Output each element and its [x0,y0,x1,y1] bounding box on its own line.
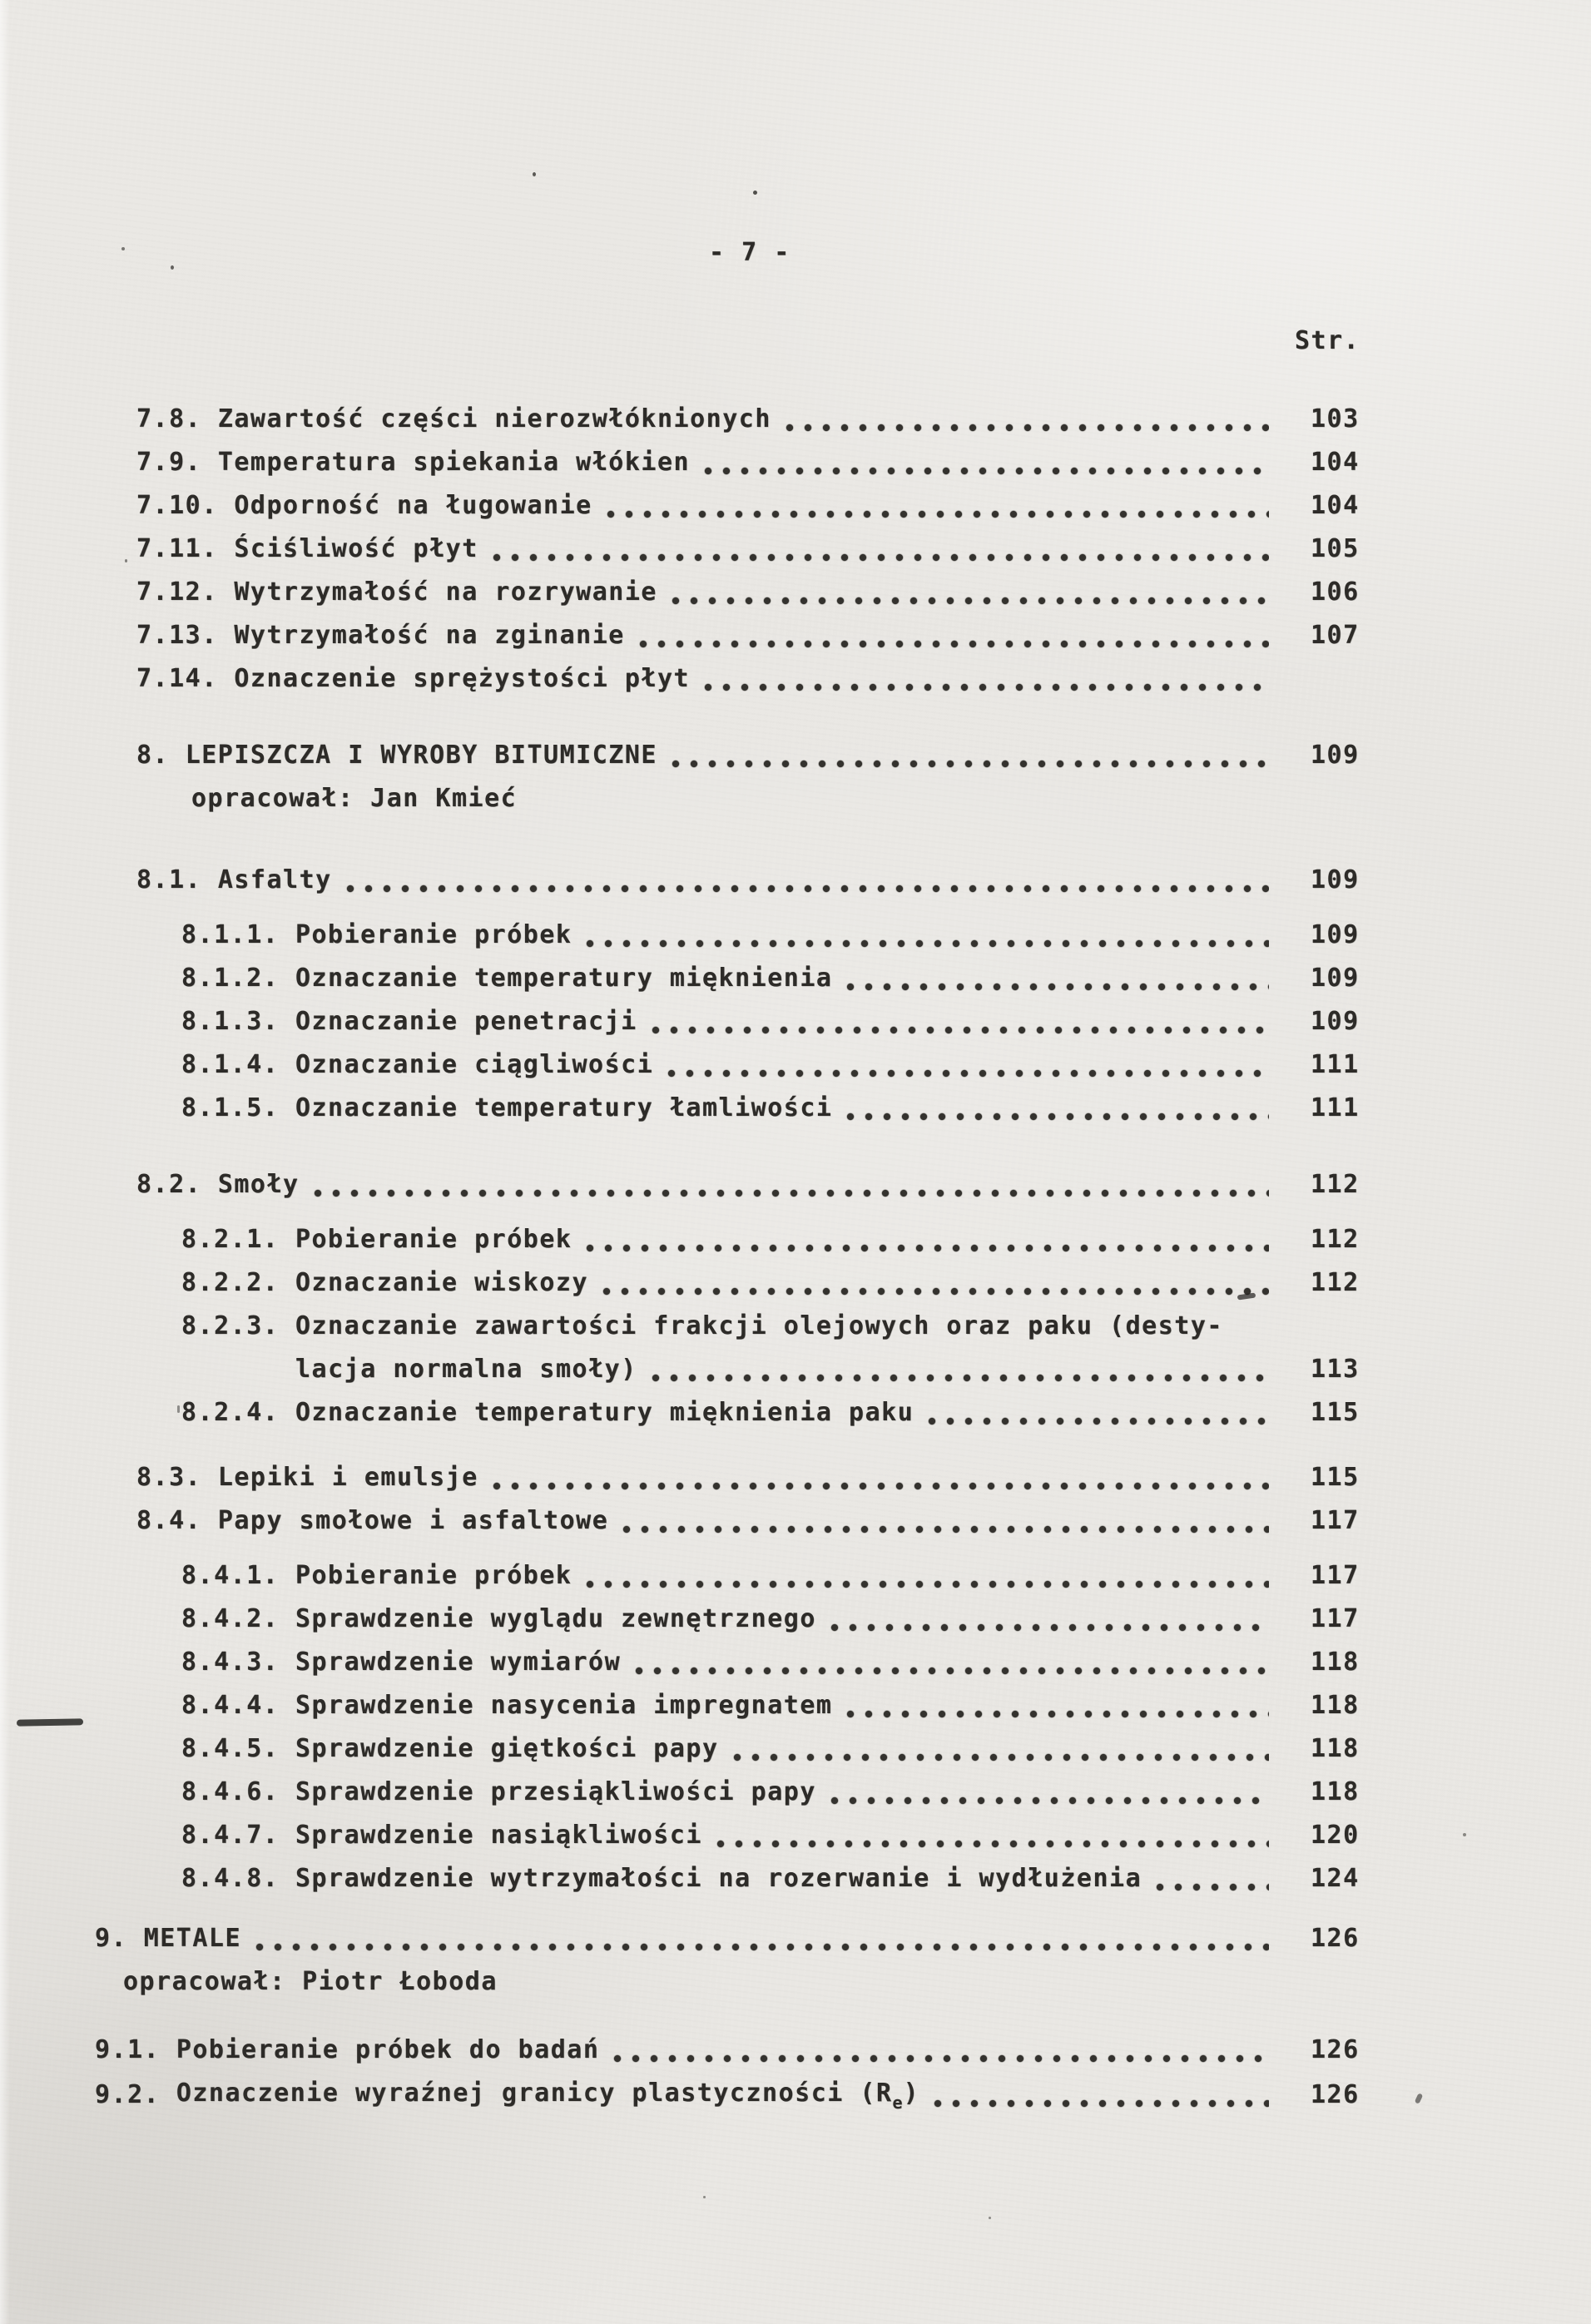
scan-speck [121,247,125,250]
toc-item-number: 7.13. [136,621,218,650]
toc-item-page: 120 [1311,1821,1360,1850]
toc-item-number: 8.4.4. [181,1691,280,1720]
toc-item-title: Oznaczanie temperatury mięknienia paku [295,1398,914,1427]
toc-row-line2 [181,1348,1311,1391]
toc-item-title: Oznaczanie temperatury mięknienia [295,964,833,993]
toc-item-page: 117 [1311,1604,1360,1633]
toc-item-title: Oznaczanie wiskozy [295,1268,589,1297]
dot-leader [634,1666,1269,1677]
toc-item-title: LEPISZCZA I WYROBY BITUMICZNE [185,741,657,770]
toc-item-title: Smoły [217,1170,300,1199]
toc-row [0,1087,1591,1130]
toc-row [0,1641,1591,1684]
toc-item-title: Pobieranie próbek [295,920,572,949]
toc-item-page: 109 [1311,920,1360,949]
toc-item-page: 103 [1311,404,1360,434]
toc-item-page: 106 [1311,577,1360,607]
toc-item-title [176,2072,919,2117]
toc-item-number: 8.2.2. [181,1268,280,1297]
margin-dash-mark [17,1718,83,1726]
toc-item-page: 111 [1311,1093,1360,1122]
toc-item-title: Pobieranie próbek [295,1561,572,1590]
toc-item-page: 113 [1311,1355,1360,1384]
toc-item-number: 8.3. [136,1463,202,1492]
toc-row [0,1917,1591,1960]
toc-item-page: 126 [1311,1924,1360,1953]
dot-leader [585,1579,1269,1590]
toc-item-page: 111 [1311,1050,1360,1079]
toc-item-number: 7.8. [136,404,202,434]
dot-leader [845,1112,1269,1122]
toc-item-number: 7.9. [136,448,202,477]
toc-item-title: Sprawdzenie nasycenia impregnatem [295,1691,833,1720]
dot-leader [933,2099,1269,2109]
toc-item-number: 8. [136,741,170,770]
toc-item-title: Oznaczanie ciągliwości [295,1050,654,1079]
toc-byline [0,777,1591,820]
toc-item-title: Lepiki i emulsje [217,1463,478,1492]
dot-leader [585,939,1269,949]
toc-item-number: 8.1. [136,865,202,894]
toc-row [0,734,1591,777]
scan-speck [753,191,757,195]
toc-item-title: Zawartość części nierozwłóknionych [217,404,771,434]
dot-leader [716,1839,1269,1850]
toc-row [0,1163,1591,1207]
toc-item-title-post: ) [903,2079,920,2108]
toc-item-page: 117 [1311,1506,1360,1535]
toc-row [0,1043,1591,1087]
toc-item-page: 115 [1311,1463,1360,1492]
toc-row [0,1727,1591,1771]
toc-item-title: Sprawdzenie wyglądu zewnętrznego [295,1604,816,1633]
toc-row [0,957,1591,1000]
toc-item-title: Odporność na ługowanie [234,491,592,520]
dot-leader [703,682,1269,693]
toc-item-page: 109 [1311,964,1360,993]
toc-item-title: Asfalty [217,865,332,894]
toc-item-title: Sprawdzenie wymiarów [295,1648,622,1677]
toc-row [0,1771,1591,1814]
dot-leader [585,1243,1269,1254]
toc-item-page: 118 [1311,1648,1360,1677]
toc-row [0,484,1591,528]
toc-item-number: 8.4.5. [181,1734,280,1763]
toc-row [0,2072,1591,2117]
toc-row [0,1000,1591,1043]
dot-leader [638,639,1269,650]
toc-row [0,1814,1591,1857]
toc-row [0,1261,1591,1305]
toc-item-title: opracował: Jan Kmieć [191,784,518,813]
toc-row [0,914,1591,957]
toc-item-number: 8.2.4. [181,1398,280,1427]
toc-byline [0,1960,1591,2004]
dot-leader [345,884,1269,894]
page-number: - 7 - [709,238,791,267]
toc-item-number: 8.4.3. [181,1648,280,1677]
dot-leader [703,466,1269,477]
dot-leader [671,596,1269,607]
toc-item-title: METALE [143,1924,242,1953]
page-column-header: Str. [1295,326,1361,355]
toc-item-page: 126 [1311,2035,1360,2064]
dot-leader [927,1416,1269,1427]
toc-item-title: Wytrzymałość na rozrywanie [234,577,657,607]
toc-row [0,571,1591,614]
toc-row [0,2029,1591,2072]
toc-row [0,441,1591,484]
toc-item-title: Oznaczanie penetracji [295,1007,637,1036]
scan-speck [125,559,127,562]
toc-item-page: 112 [1311,1268,1360,1297]
toc-item-number: 8.4.8. [181,1864,280,1893]
toc-item-title-continued: lacja normalna smoły) [295,1355,637,1384]
toc-row [0,1305,1591,1391]
toc-row [0,1499,1591,1543]
toc-item-number: 7.11. [136,534,218,563]
toc-row [0,398,1591,441]
toc-item-page: 112 [1311,1225,1360,1254]
toc-row [0,859,1591,902]
dot-leader [667,1068,1269,1079]
dot-leader [1155,1882,1269,1893]
toc-item-number: 8.1.5. [181,1093,280,1122]
toc-row [0,1554,1591,1598]
toc-item-page: 104 [1311,491,1360,520]
dot-leader [606,509,1269,520]
toc-row [0,1456,1591,1499]
toc-item-number: 8.4. [136,1506,202,1535]
scan-speck [177,1405,180,1413]
toc-item-title: Pobieranie próbek [295,1225,572,1254]
toc-item-number: 8.2.1. [181,1225,280,1254]
toc-row [0,614,1591,657]
toc-row [0,1684,1591,1727]
dot-leader [651,1373,1269,1384]
dot-leader [492,1481,1269,1492]
toc-row [0,1598,1591,1641]
toc-row-content [181,1305,1311,1391]
dot-leader [492,553,1269,563]
toc-item-number: 8.4.2. [181,1604,280,1633]
toc-item-title: Oznaczenie sprężystości płyt [234,664,691,693]
toc-item-page: 117 [1311,1561,1360,1590]
toc-item-number: 8.4.7. [181,1821,280,1850]
dot-leader [313,1188,1269,1199]
toc-row-line1 [181,1305,1311,1348]
toc-item-page: 118 [1311,1691,1360,1720]
toc-item-title: Sprawdzenie przesiąkliwości papy [295,1777,816,1806]
toc-item-number: 8.1.1. [181,920,280,949]
toc-item-number: 8.2.3. [181,1311,280,1340]
toc-item-page: 118 [1311,1734,1360,1763]
toc-item-page: 109 [1311,865,1360,894]
toc-item-number: 9.2. [95,2080,161,2109]
toc-item-title: opracował: Piotr Łoboda [123,1967,498,1996]
toc-item-number: 9.1. [95,2035,161,2064]
dot-leader [732,1752,1269,1763]
toc-row [0,1391,1591,1435]
toc-item-number: 8.1.3. [181,1007,280,1036]
toc-item-number: 8.4.6. [181,1777,280,1806]
scan-speck [533,172,536,176]
toc-item-page: 105 [1311,534,1360,563]
dot-leader [602,1286,1269,1297]
toc-row [0,1218,1591,1261]
toc-item-page: 118 [1311,1777,1360,1806]
toc-item-number: 7.12. [136,577,218,607]
scan-speck [989,2217,991,2219]
toc-item-title: Pobieranie próbek do badań [176,2035,600,2064]
toc-item-page: 104 [1311,448,1360,477]
toc-item-number: 8.1.2. [181,964,280,993]
scan-speck [1463,1833,1466,1836]
dot-leader [612,2054,1269,2064]
toc-item-title: Sprawdzenie nasiąkliwości [295,1821,702,1850]
dot-leader [830,1623,1269,1633]
toc-item-number: 8.1.4. [181,1050,280,1079]
dot-leader [651,1025,1269,1036]
dot-leader [830,1796,1269,1806]
dot-leader [845,1709,1269,1720]
toc-item-page: 115 [1311,1398,1360,1427]
dot-leader [622,1524,1269,1535]
toc-item-title: Oznaczanie temperatury łamliwości [295,1093,833,1122]
toc-item-number: 7.14. [136,664,218,693]
toc-item-title: Papy smołowe i asfaltowe [217,1506,609,1535]
toc-item-page: 107 [1311,621,1360,650]
scan-speck [171,265,174,270]
toc-item-page: 109 [1311,1007,1360,1036]
toc-item-page: 112 [1311,1170,1360,1199]
toc-item-title: Temperatura spiekania włókien [217,448,691,477]
dot-leader [845,982,1269,993]
toc-item-title-pre: Oznaczenie wyraźnej granicy plastyczności (R [176,2079,893,2108]
toc-item-title: Sprawdzenie giętkości papy [295,1734,719,1763]
toc-item-page: 109 [1311,741,1360,770]
dot-leader [255,1942,1269,1953]
toc-row [0,1857,1591,1900]
toc-item-number: 7.10. [136,491,218,520]
dot-leader [671,759,1269,770]
toc-item-title: Sprawdzenie wytrzymałości na rozerwanie i wydłużenia [295,1864,1142,1893]
toc-item-title: Ściśliwość płyt [234,534,478,563]
table-of-contents [0,398,1591,2117]
dot-leader [785,423,1269,434]
toc-item-number: 9. [95,1924,128,1953]
toc-row [0,657,1591,701]
toc-item-title: Oznaczanie zawartości frakcji olejowych oraz paku (desty- [295,1311,1223,1340]
toc-item-title-subscript: e [892,2093,904,2113]
toc-row [0,528,1591,571]
toc-item-page: 126 [1311,2080,1360,2109]
toc-item-number: 8.2. [136,1170,202,1199]
toc-item-page: 124 [1311,1864,1360,1893]
scan-speck [703,2196,706,2198]
toc-item-title: Wytrzymałość na zginanie [234,621,625,650]
toc-item-number: 8.4.1. [181,1561,280,1590]
